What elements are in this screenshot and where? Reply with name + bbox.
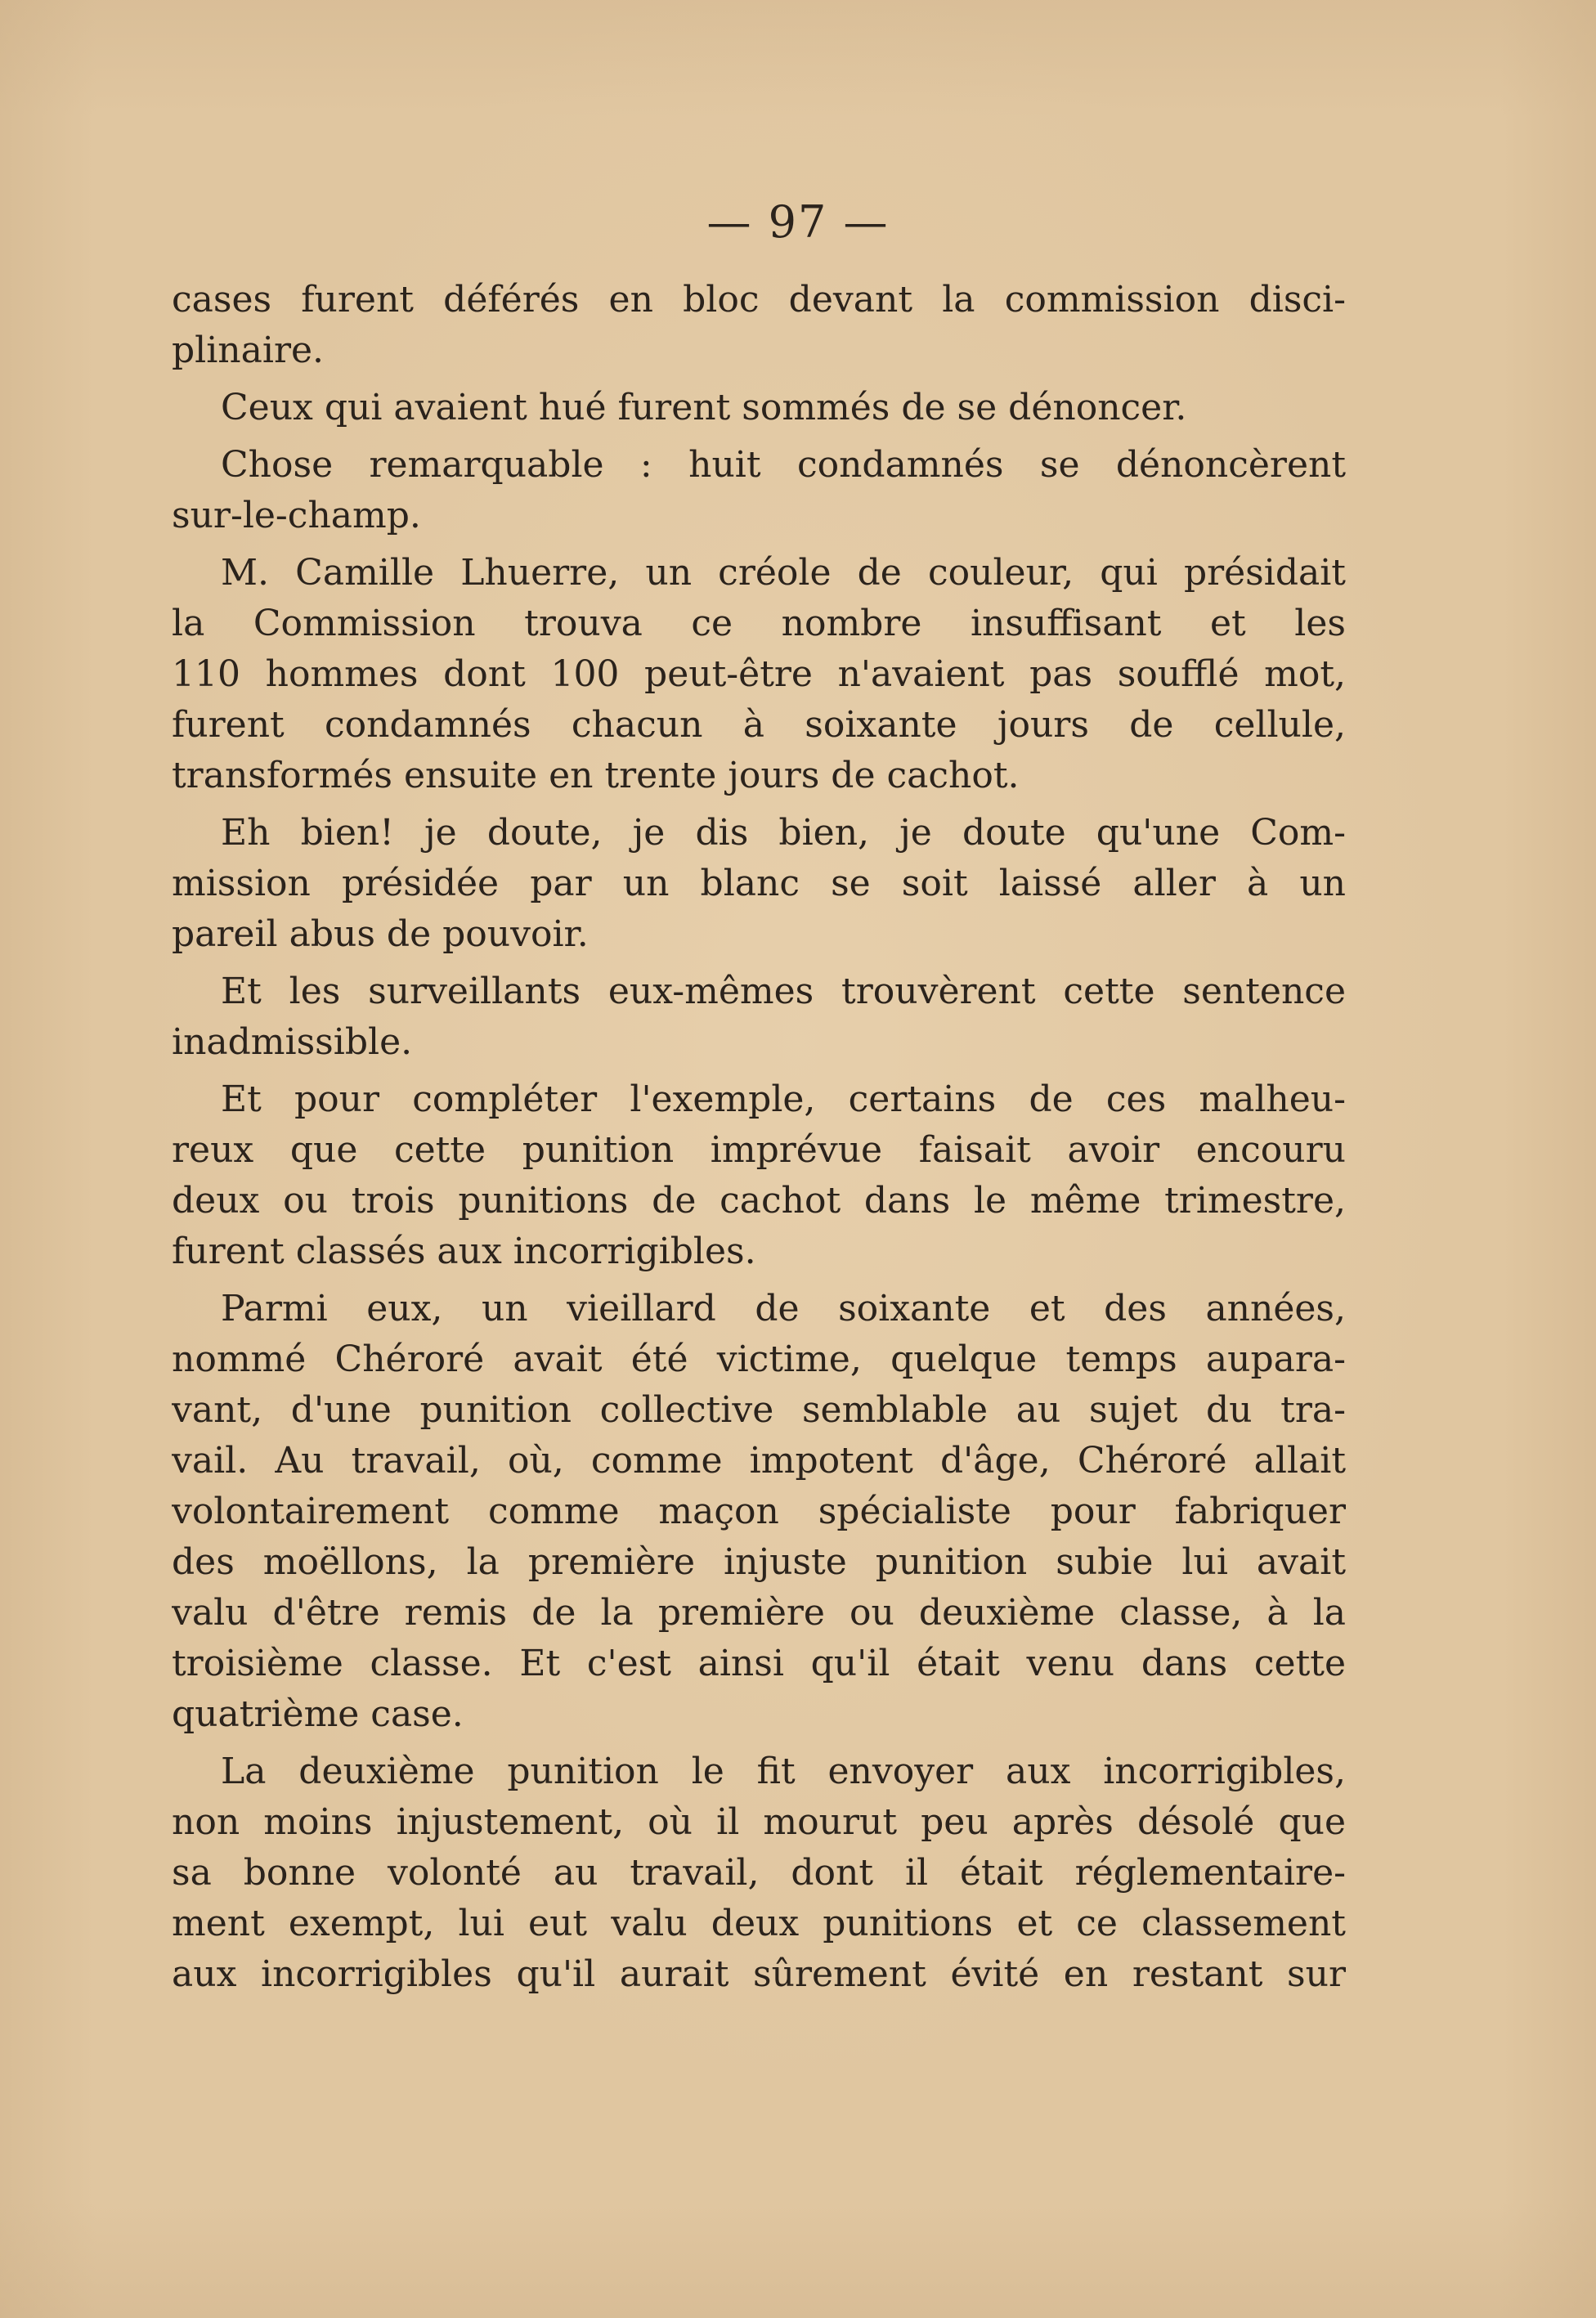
text-line: Et les surveillants eux-mêmes trouvèrent cette sentence	[221, 971, 1346, 1012]
text-line: vant, d'une punition collective semblable au sujet du tra-	[172, 1389, 1346, 1431]
text-line: Ceux qui avaient hué furent sommés de se dénoncer.	[221, 387, 1187, 428]
text-line: ment exempt, lui eut valu deux punitions et ce classement	[172, 1903, 1346, 1944]
text-line: des moëllons, la première injuste punition subie lui avait	[172, 1541, 1346, 1583]
text-line: Et pour compléter l'exemple, certains de ces malheu-	[221, 1078, 1346, 1120]
text-line: troisième classe. Et c'est ainsi qu'il était venu dans cette	[172, 1643, 1346, 1684]
text-line: aux incorrigibles qu'il aurait sûrement évité en restant sur	[172, 1953, 1346, 1995]
text-line: Chose remarquable : huit condamnés se dénoncèrent	[221, 444, 1346, 486]
page-number: — 97 —	[706, 196, 890, 248]
paragraph	[172, 275, 1346, 376]
text-line: cases furent déférés en bloc devant la commission disci-	[172, 279, 1346, 321]
text-line: La deuxième punition le fit envoyer aux incorrigibles,	[221, 1751, 1346, 1792]
text-line: la Commission trouva ce nombre insuffisant et les	[172, 603, 1346, 644]
text-line: mission présidée par un blanc se soit laissé aller à un	[172, 863, 1346, 904]
text-line: vail. Au travail, où, comme impotent d'âge, Chéroré allait	[172, 1440, 1346, 1482]
text-line: Eh bien! je doute, je dis bien, je doute qu'une Com-	[221, 812, 1346, 854]
text-line: nommé Chéroré avait été victime, quelque temps aupara-	[172, 1338, 1346, 1380]
text-line: furent condamnés chacun à soixante jours de cellule,	[172, 704, 1346, 746]
text-line: non moins injustement, où il mourut peu après désolé que	[172, 1801, 1346, 1843]
text-line: Parmi eux, un vieillard de soixante et des années,	[221, 1288, 1346, 1329]
text-line: transformés ensuite en trente jours de cachot.	[172, 755, 1020, 796]
text-line: M. Camille Lhuerre, un créole de couleur, qui présidait	[221, 552, 1346, 594]
text-line: quatrième case.	[172, 1693, 464, 1735]
text-line: reux que cette punition imprévue faisait avoir encouru	[172, 1129, 1346, 1171]
text-line: 110 hommes dont 100 peut-être n'avaient pas soufflé mot,	[172, 653, 1346, 695]
text-line: inadmissible.	[172, 1021, 413, 1063]
paragraph	[172, 440, 1346, 541]
text-line: valu d'être remis de la première ou deuxième classe, à la	[172, 1592, 1346, 1634]
paragraph	[172, 383, 1346, 433]
text-line: furent classés aux incorrigibles.	[172, 1231, 756, 1272]
text-line: volontairement comme maçon spécialiste pour fabriquer	[172, 1491, 1346, 1532]
text-line: sa bonne volonté au travail, dont il était réglementaire-	[172, 1852, 1346, 1894]
text-line: sur-le-champ.	[172, 495, 421, 536]
text-line: deux ou trois punitions de cachot dans le même trimestre,	[172, 1180, 1346, 1222]
text-line: plinaire.	[172, 330, 325, 371]
paragraph	[172, 1074, 1346, 1277]
paragraph	[172, 1746, 1346, 2000]
paragraph	[172, 966, 1346, 1068]
paragraph	[172, 1284, 1346, 1740]
text-line: pareil abus de pouvoir.	[172, 913, 589, 955]
paragraph	[172, 548, 1346, 801]
paragraph	[172, 808, 1346, 960]
body-text	[172, 275, 1346, 2000]
